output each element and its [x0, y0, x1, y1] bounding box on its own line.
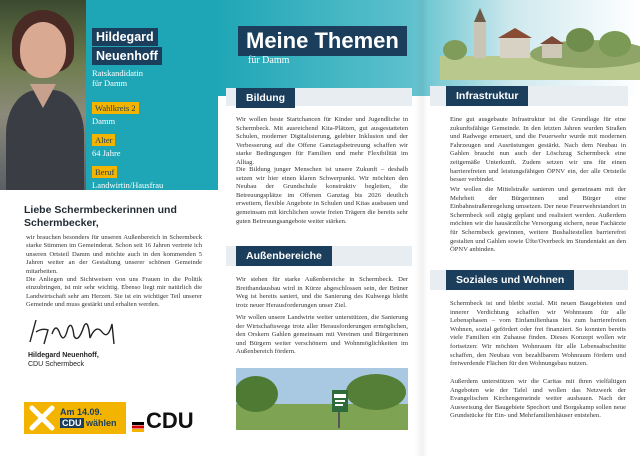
themes-title: Meine Themen	[238, 26, 407, 56]
candidate-info	[92, 28, 178, 191]
park-sign-photo	[236, 368, 408, 430]
village-landscape-image	[440, 0, 640, 80]
vote-call: CDU wählen	[62, 418, 117, 428]
section-infra-paragraph-2: Wir wollen die Mittelstraße sanieren und gemeinsam mit der Mehrheit der Bürgerinnen und Bürger eine Einbahnstraßenregelung umsetzen. Der neue Feuerwehrstandort in Schermbeck soll zügig geplant und realisiert werden. Außerdem möchten wir die hausärztliche Versorgung sichern, neue Fachärzte für Schermbeck gewinnen, weitere Bushaltestellen barrierefrei gestalten und Gahlen sowie Üfte/Overbeck im Stundentakt an den ÖPNV anbinden.	[450, 186, 626, 254]
candidate-first-name: Hildegard	[92, 28, 158, 46]
cdu-logo-text: CDU	[146, 408, 194, 433]
section-aussen-paragraph-2: Wir wollen unsere Landwirte weiter unterstützen, die Sanierung der Wirtschaftswege trotz aller Herausforderungen ermöglichen, den Orskern Gahlen gemeinsam mit Vereinen und Bürgerinnen und Bürgern weiter verschönern und Wohnmöglichkeiten im Außenbereich fördern.	[236, 314, 408, 356]
section-bildung-heading: Bildung	[236, 88, 295, 108]
section-bildung-paragraph-1: Wir wollen beste Startchancen für Kinder und Jugendliche in Schermbeck. Mit ausreichend Kita-Plätzen, gut ausgestatteten Schulen, moderner Digitalisierung, gelebter Inklusion und der Verbesserung auf die Offene Ganztagsbetreuung schaffen wir starke Bedingungen für Familien und mehr Flexibilität im Alltag.	[236, 116, 408, 166]
section-infra-heading: Infrastruktur	[446, 86, 528, 106]
letter-paragraph-1: wir brauchen besonders für unseren Außenbereich in Schermbeck starke Stimmen im Gemeinderat. Schon seit 16 Jahren vertrete ich unseren Ortsteil Damm und möchte auch in den kommenden 5 Jahren weiter an der Gestaltung unserer schönen Gemeinde mitarbeiten.	[26, 234, 202, 275]
fact-district	[92, 98, 178, 127]
signature-name: Hildegard Neuenhoff,	[28, 352, 99, 359]
fact-job	[92, 162, 178, 191]
page-fold	[414, 0, 428, 456]
fact-label: Wahlkreis 2	[92, 102, 139, 114]
signature-role: CDU Schermbeck	[28, 361, 85, 368]
fact-age	[92, 130, 178, 159]
candidate-photo	[0, 0, 86, 190]
section-aussen-paragraph-1: Wir stehen für starke Außenbereiche in Schermbeck. Der Breitbandausbau wird in Kürze abgeschlossen sein, der Brüner Weg ist bereits saniert, und die Sanierung des Kuhwegs bleibt trotz neuer Herausforderungen unser Ziel.	[236, 276, 408, 309]
letter-paragraph-2: Die Anliegen und Sichtweisen von uns Frauen in die Politik einzubringen, ist mir sehr wichtig. Ebenso liegt mir natürlich die Landwirtschaft sehr am Herzen. Sie ist ein wichtiger Teil unserer Gemeinde und muss gestärkt und erhalten werden.	[26, 276, 202, 309]
letter-greeting: Liebe Schermbeckerinnen und Schermbecker,	[24, 204, 177, 229]
signature-image	[26, 314, 126, 350]
fact-label: Beruf	[92, 166, 117, 178]
section-bildung-paragraph-2: Die Bildung junger Menschen ist unsere Zukunft – deshalb setzen wir hier einen klaren Schwerpunkt. Wir möchten den Neubau der Grundschule konstruktiv begleiten, die Betreuungsplätze im Offenen Ganztag bis 2026 deutlich erweitern, flexible Angebote in Schulen und Kitas ausbauen und gemeinsam mit kirchlichen sowie freien Trägern die bereits sehr guten Betreuungsangebote weiter stärken.	[236, 166, 408, 225]
section-infra-paragraph-1: Eine gut ausgebaute Infrastruktur ist die Grundlage für eine zukunftsfähige Gemeinde. In den letzten Jahren wurden Straßen und Radwege erneuert, und die Feuerwehr wurde mit modernen Fahrzeugen und Ausrüstungen gestärkt. Nach dem Neubau in Gahlen braucht nun auch der Löschzug Schermbeck eine zeitgemäße Unterkunft. Zudem setzen wir uns für einen barrierefreien und leistungsfähigen ÖPNV ein, der alle Ortsteile besser verbindet.	[450, 116, 626, 184]
fact-value: 64 Jahre	[92, 148, 121, 158]
fact-value: Damm	[92, 116, 116, 126]
section-soziales-paragraph-1: Schermbeck ist und bleibt sozial. Mit neuen Baugebieten und innerer Verdichtung schaffen wir Wohnraum für alle Lebensphasen – vom Einfamilienhaus bis zum barrierefreien Wohnen, sozial gefördert oder frei finanziert. So konnten bereits viele Familien ein Zuhause finden. Dieses Konzept wollen wir fortsetzen: Wir möchten Wohnraum für alle Lebensabschnitte schaffen, den Neubau von bezahlbarem Wohnraum fördern und freiwerdende Flächen für den Wohnungsbau nutzen.	[450, 300, 626, 368]
vote-badge	[24, 402, 126, 434]
section-aussen-heading: Außenbereiche	[236, 246, 332, 266]
candidate-last-name: Neuenhoff	[92, 47, 162, 65]
vote-date: Am 14.09.	[60, 407, 103, 417]
fact-value: Landwirtin/Hausfrau	[92, 180, 164, 190]
section-soziales-heading: Soziales und Wohnen	[446, 270, 574, 290]
candidate-role: Ratskandidatin für Damm	[92, 68, 143, 88]
themes-subtitle: für Damm	[248, 55, 290, 66]
section-soziales-paragraph-2: Außerdem unterstützen wir die Caritas mit ihren vielfältigen Angeboten wie der Tafel und wollen das Netzwerk der Evangelischen Kirchengemeinde weiter ausbauen. Nach der Ausweisung der Baugebiete Spechort und Borgskamp sollen neue Grundstücke für Ein- und Mehrfamilienhäuser entstehen.	[450, 378, 626, 420]
flag-stripes-icon	[132, 422, 144, 432]
fact-label: Alter	[92, 134, 115, 146]
ballot-cross-icon	[28, 404, 56, 432]
